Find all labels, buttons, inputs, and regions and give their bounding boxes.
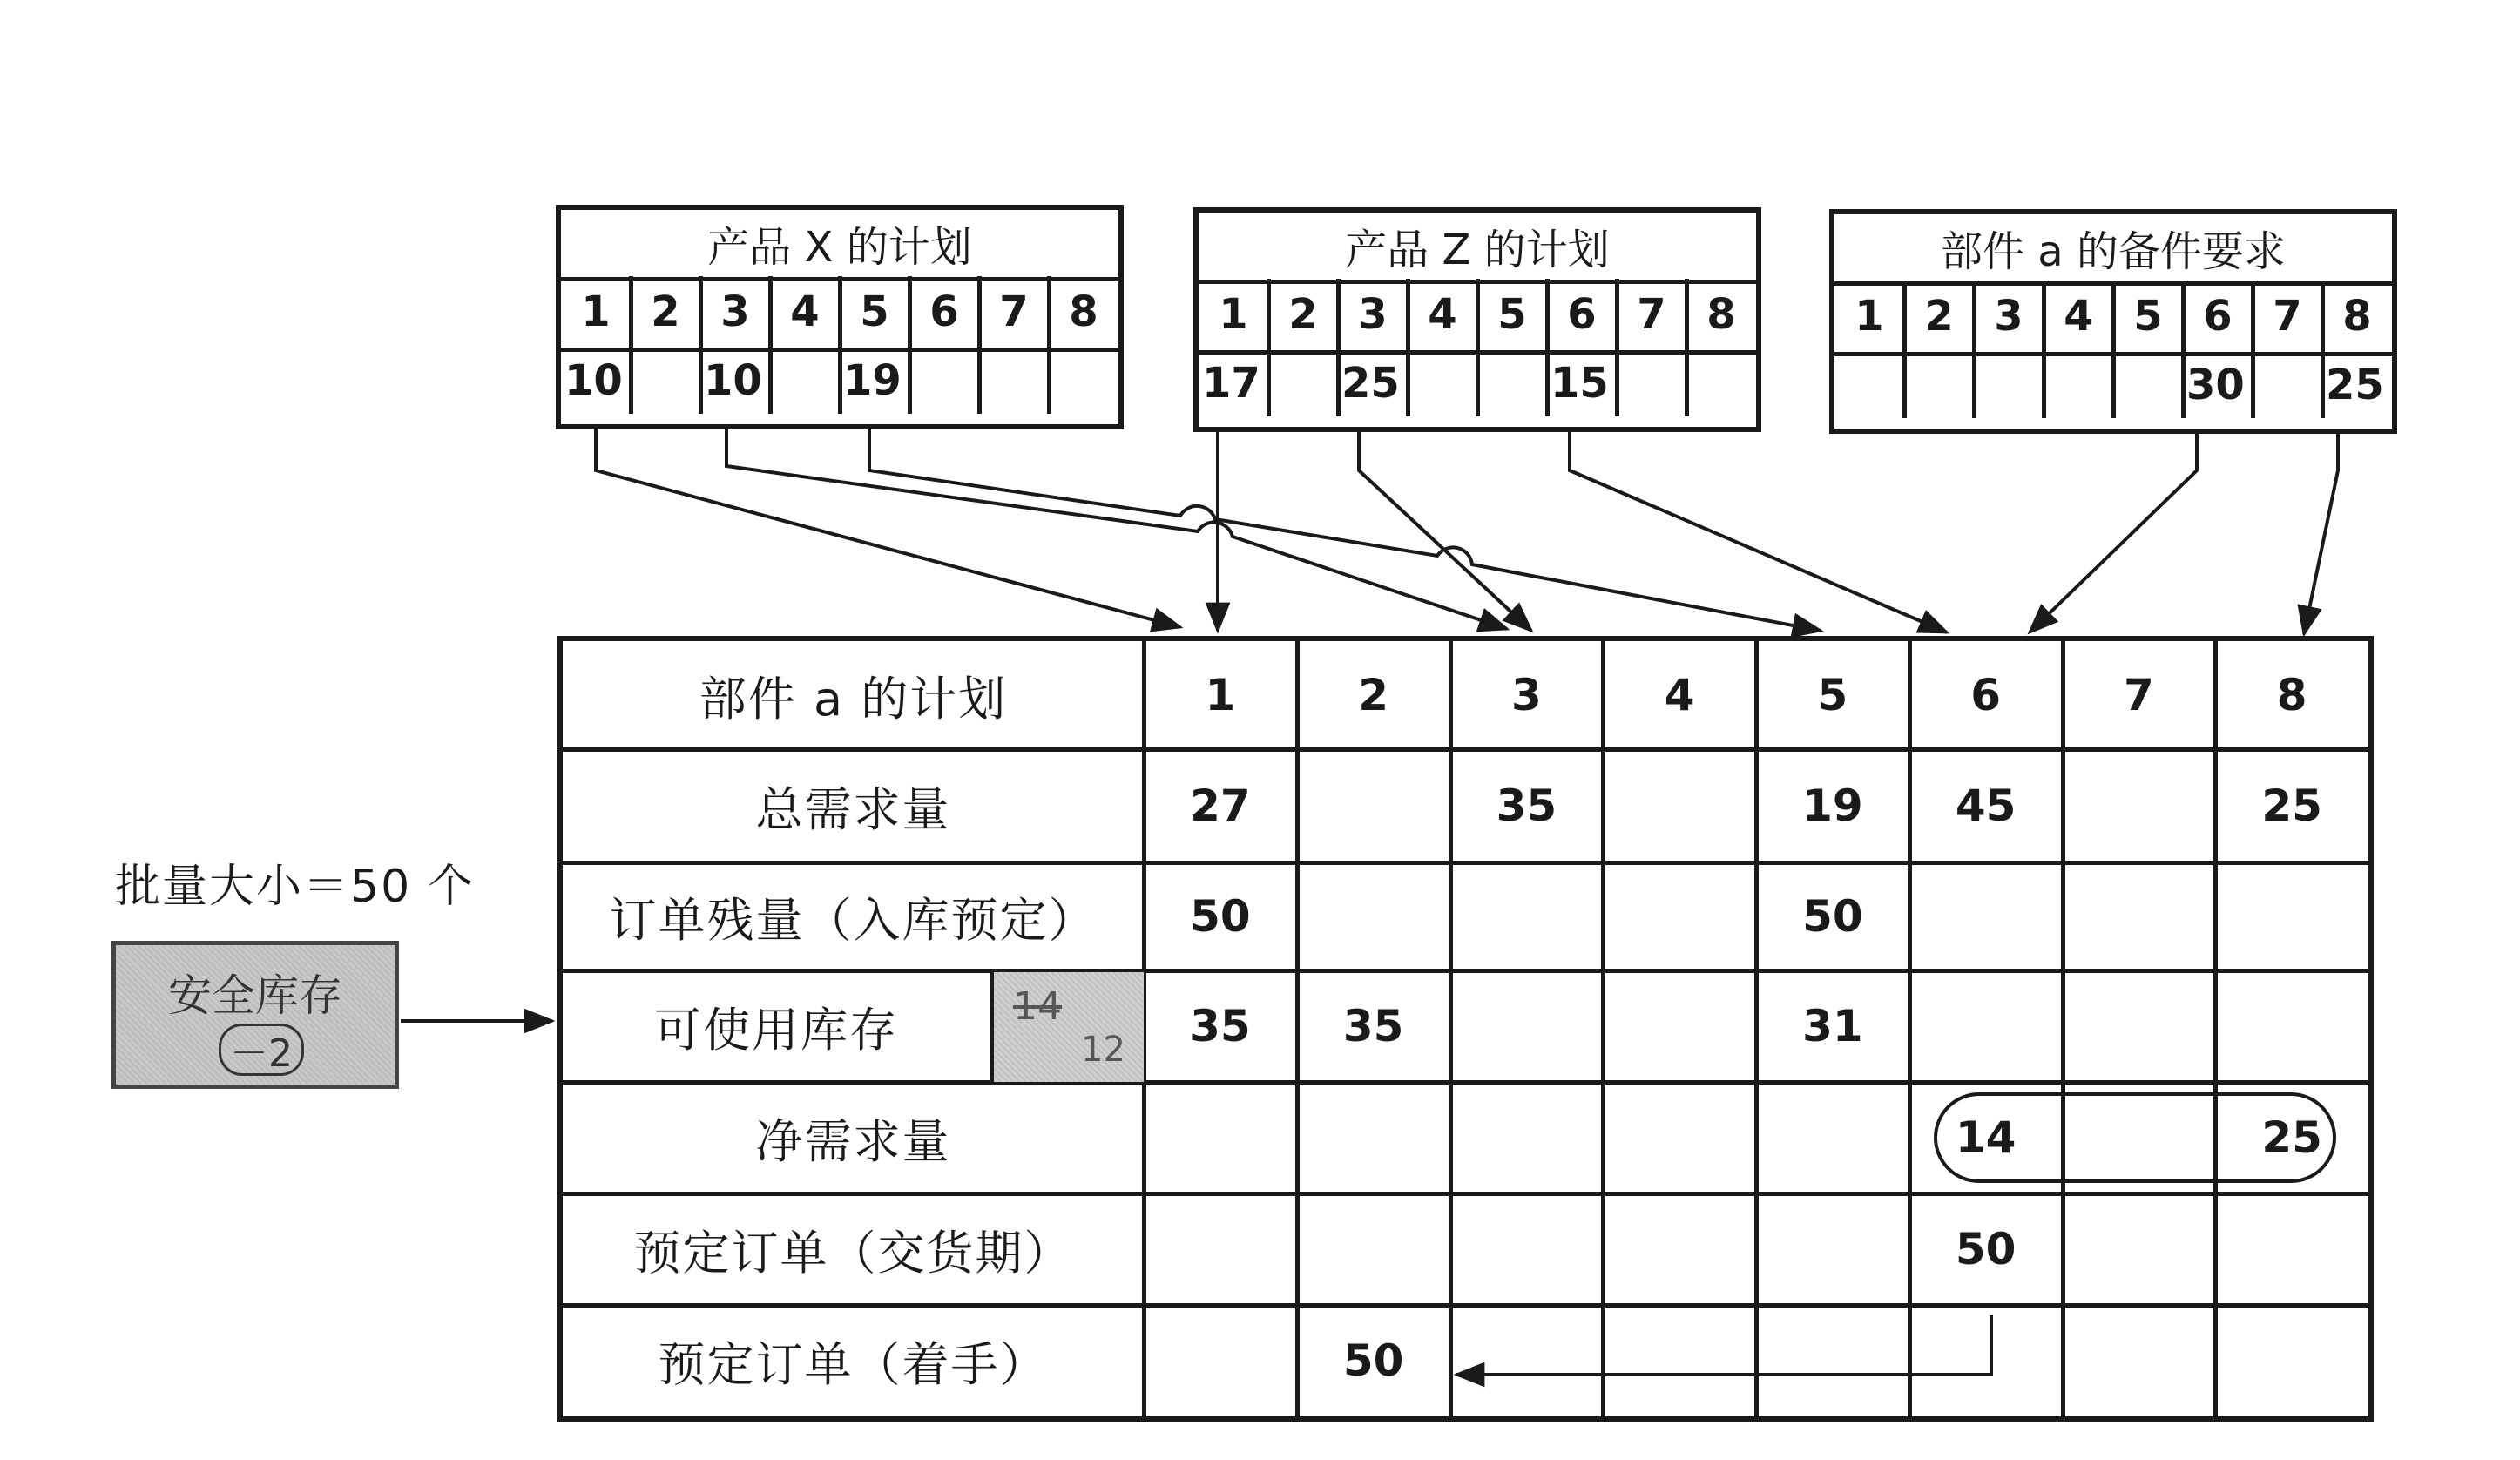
arrow-s-p6 (2030, 431, 2197, 632)
plan-title: 部件 a 的备件要求 (1834, 214, 2392, 286)
arrow-x-p3 (726, 427, 1507, 629)
row-value: 35 (1496, 781, 1557, 831)
arrow-z-p3 (1359, 429, 1531, 631)
row-value: 27 (1190, 781, 1251, 831)
plan-value-cell: 19 (843, 356, 902, 405)
lot-size-label: 批量大小＝50 个 (115, 861, 475, 913)
table-header-label: 部件 a 的计划 (699, 671, 1008, 727)
row-label: 预定订单（交货期） (633, 1225, 1073, 1281)
row-value: 50 (1955, 1224, 2017, 1274)
period-header: 5 (1817, 670, 1848, 720)
period-cell: 6 (929, 287, 959, 336)
period-cell: 4 (2064, 292, 2093, 341)
period-header: 1 (1205, 670, 1236, 720)
arrow-s-p8 (2304, 431, 2338, 634)
period-header: 3 (1510, 670, 1542, 720)
row-value: 35 (1190, 1001, 1251, 1051)
row-label: 预定订单（着手） (658, 1336, 1049, 1392)
arrow-x-p5 (869, 427, 1821, 631)
row-value: 14 (1955, 1112, 2017, 1163)
row-label: 订单残量（入库预定） (609, 892, 1098, 948)
period-cell: 6 (2203, 292, 2233, 341)
row-value: 31 (1802, 1001, 1863, 1051)
period-cell: 8 (1706, 290, 1736, 339)
period-header: 7 (2123, 670, 2154, 720)
period-cell: 2 (1288, 290, 1318, 339)
safety-stock-label: 安全库存 (168, 970, 342, 1021)
period-cell: 8 (1069, 287, 1098, 336)
period-cell: 1 (1855, 292, 1884, 341)
period-cell: 5 (2133, 292, 2163, 341)
period-header: 4 (1664, 670, 1695, 720)
inventory-new-value: 12 (1081, 1030, 1125, 1070)
plan-title: 产品 X 的计划 (561, 210, 1118, 281)
period-cell: 3 (1994, 292, 2023, 341)
period-cell: 1 (1219, 290, 1248, 339)
period-cell: 7 (999, 287, 1029, 336)
period-cell: 7 (2273, 292, 2302, 341)
period-cell: 7 (1637, 290, 1666, 339)
period-cell: 3 (1358, 290, 1388, 339)
inventory-old-value: 14 (1013, 984, 1062, 1029)
row-label: 总需求量 (755, 781, 951, 837)
row-label: 净需求量 (755, 1113, 951, 1169)
plan-value-cell: 30 (2186, 361, 2245, 409)
arrow-x-p1 (596, 427, 1180, 627)
row-value: 19 (1802, 781, 1863, 831)
period-cell: 5 (1497, 290, 1527, 339)
row-value: 50 (1342, 1335, 1404, 1386)
period-cell: 4 (790, 287, 820, 336)
arrow-z-p6 (1570, 429, 1947, 632)
row-value: 45 (1955, 781, 2017, 831)
period-cell: 5 (860, 287, 889, 336)
period-cell: 1 (581, 287, 611, 336)
period-cell: 2 (651, 287, 680, 336)
plan-value-cell: 17 (1202, 359, 1260, 408)
period-cell: 8 (2342, 292, 2372, 341)
row-label: 可使用库存 (654, 1002, 898, 1058)
safety-stock-value: －2 (219, 1024, 304, 1076)
period-cell: 2 (1924, 292, 1954, 341)
plan-value-cell: 10 (564, 356, 623, 405)
plan-value-cell: 15 (1551, 359, 1609, 408)
period-header: 2 (1358, 670, 1389, 720)
period-header: 6 (1970, 670, 2002, 720)
row-value: 25 (2261, 1112, 2322, 1163)
row-value: 35 (1342, 1001, 1404, 1051)
row-value: 25 (2261, 781, 2322, 831)
period-cell: 6 (1567, 290, 1597, 339)
plan-value-cell: 25 (1341, 359, 1400, 408)
net-requirement-capsule (1936, 1094, 2334, 1181)
plan-value-cell: 25 (2326, 361, 2384, 409)
period-cell: 4 (1428, 290, 1457, 339)
period-header: 8 (2276, 670, 2307, 720)
plan-title: 产品 Z 的计划 (1199, 213, 1756, 284)
arrow-release (1456, 1315, 1991, 1375)
row-value: 50 (1190, 891, 1251, 942)
period-cell: 3 (720, 287, 750, 336)
row-value: 50 (1802, 891, 1863, 942)
plan-value-cell: 10 (704, 356, 762, 405)
